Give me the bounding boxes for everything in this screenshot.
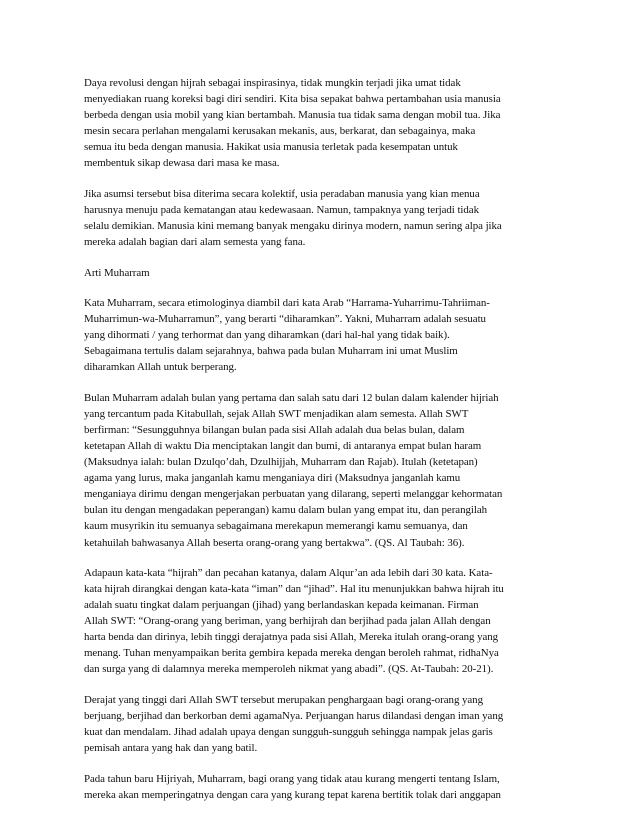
paragraph-etimologi-muharram: Kata Muharram, secara etimologinya diambil dari kata Arab “Harrama-Yuharrimu-Tahriiman- Muharrimun-wa-Muharramun”, yang berarti “diharamkan”. Yakni, Muharram adalah sesuatu yang dihormati / yang terhormat dan yang diharamkan (dari hal-hal yang tidak baik). Sebagaimana tertulis dalam sejarahnya, bahwa pada bulan Muharram ini umat Muslim diharamkan Allah untuk berperang. [84, 296, 490, 374]
paragraph-usia-peradaban: Jika asumsi tersebut bisa diterima secara kolektif, usia peradaban manusia yang kian menua harusnya menuju pada kematangan atau kedewasaan. Namun, tampaknya yang terjadi tidak selalu demikian. Manusia kini memang banyak mengaku dirinya modern, namun sering alpa jika mereka adalah bagian dari alam semesta yang fana. [84, 187, 502, 249]
paragraph-hijrah-revolusi: Daya revolusi dengan hijrah sebagai inspirasinya, tidak mungkin terjadi jika umat tidak menyediakan ruang koreksi bagi diri sendiri. Kita bisa sepakat bahwa pertambahan usia manusia berbeda dengan usia mobil yang kian bertambah. Manusia tua tidak sama dengan mobil tua. Jika mesin secara perlahan mengalami kerusakan mekanis, aus, berkarat, dan sebagainya, maka semua itu beda dengan manusia. Hakikat usia manusia terletak pada kesempatan untuk membentuk sikap dewasa dari masa ke masa. [84, 77, 501, 170]
paragraph-derajat-tinggi: Derajat yang tinggi dari Allah SWT tersebut merupakan penghargaan bagi orang-orang yang berjuang, berjihad dan berkorban demi agamaNya. Perjuangan harus dilandasi dengan iman yang kuat dan mendalam. Jihad adalah upaya dengan sungguh-sungguh sehingga nampak jelas garis pemisah antara yang hak dan yang batil. [84, 693, 504, 755]
paragraph-tahun-baru-hijriyah: Pada tahun baru Hijriyah, Muharram, bagi orang yang tidak atau kurang mengerti tentang Islam, mereka akan memperingatnya dengan cara yang kurang tepat karena bertitik tolak dari anggapan [84, 772, 501, 801]
paragraph-bulan-muharram: Bulan Muharram adalah bulan yang pertama dan salah satu dari 12 bulan dalam kalender hijriah yang tercantum pada Kitabullah, sejak Allah SWT menjadikan alam semesta. Allah SWT berfirman: “Sesungguhnya bilangan bulan pada sisi Allah adalah dua belas bulan, dalam ketetapan Allah di waktu Dia menciptakan langit dan bumi, di antaranya empat bulan haram (Maksudnya ialah: bulan Dzulqo’dah, Dzulhijjah, Muharram dan Rajab). Itulah (ketetapan) agama yang lurus, maka janganlah kamu menganiaya diri (Maksudnya janganlah kamu menganiaya dirimu dengan mengerjakan perbuatan yang dilarang, seperti melanggar kehormatan bulan itu dengan mengadakan peperangan) kamu dalam bulan yang empat itu, dan perangilah kaum musyrikin itu semuanya sebagaimana merekapun memerangi kamu semuanya, dan ketahuilah bahwasanya Allah beserta orang-orang yang bertakwa”. (QS. Al Taubah: 36). [84, 391, 503, 549]
paragraph-kata-hijrah: Adapaun kata-kata “hijrah” dan pecahan katanya, dalam Alqur’an ada lebih dari 30 kata. Kata- kata hijrah dirangkai dengan kata-kata “iman” dan “jihad”. Hal itu menunjukkan bahwa hijrah itu adalah suatu tingkat dalam perjuangan (jihad) yang berlandaskan kepada keimanan. Firman Allah SWT: “Orang-orang yang beriman, yang berhijrah dan berjihad pada jalan Allah dengan harta benda dan dirinya, lebih tinggi derajatnya pada sisi Allah, Mereka itulah orang-orang yang menang. Tuhan menyampaikan berita gembira kepada mereka dengan beroleh rahmat, ridhaNya dan surga yang di dalamnya mereka memperoleh nikmat yang abadi”. (QS. At-Taubah: 20-21). [84, 566, 504, 676]
section-heading-arti-muharram: Arti Muharram [84, 266, 150, 279]
